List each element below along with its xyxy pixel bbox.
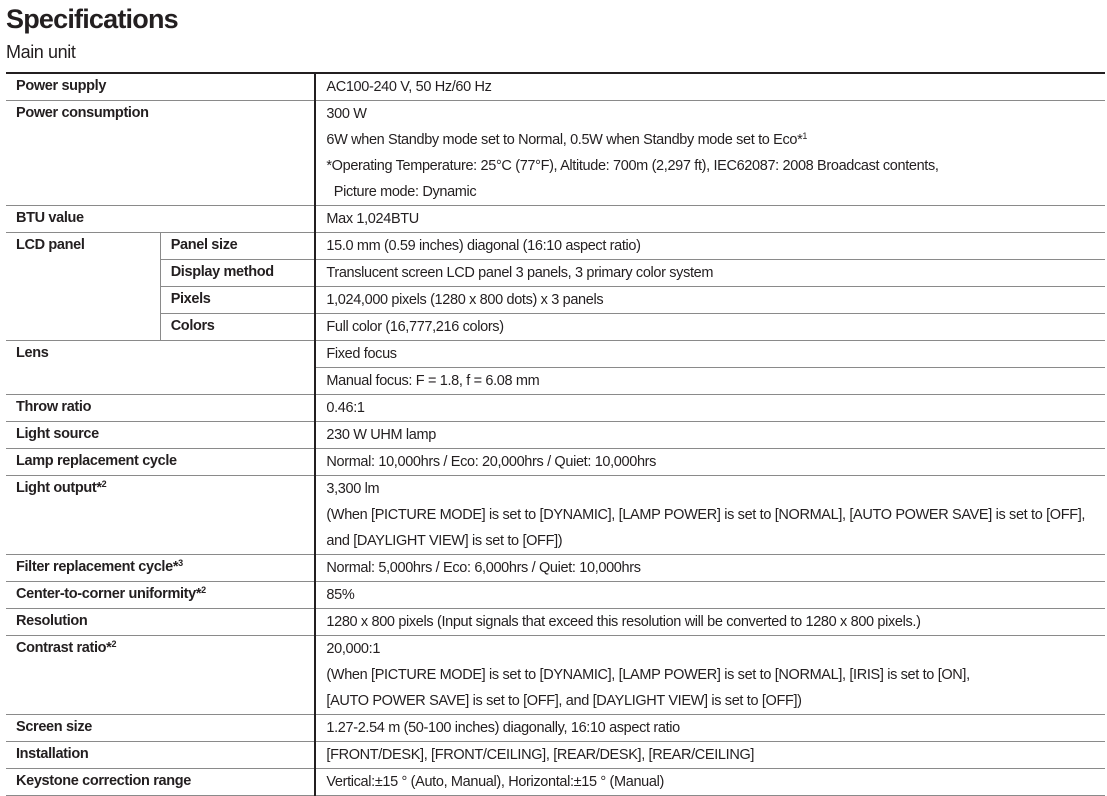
table-row [6,101,1105,206]
spec-value-line: 230 W UHM lamp [326,427,436,443]
table-row [6,769,1105,796]
spec-value [315,636,1105,715]
spec-sublabel: Panel size [160,233,315,260]
spec-label: Center-to-corner uniformity*$^2$ [6,582,315,609]
spec-value [315,422,1105,449]
spec-value [315,476,1105,555]
spec-value-line: *Operating Temperature: 25°C (77°F), Altitude: 700m (2,297 ft), IEC62087: 2008 Broadcast contents, [326,158,939,174]
spec-value [315,314,1105,341]
table-row [6,233,1105,260]
table-row [6,206,1105,233]
spec-label: Power supply [6,73,315,101]
spec-value-line: 15.0 mm (0.59 inches) diagonal (16:10 aspect ratio) [326,238,641,254]
spec-label: Keystone correction range [6,769,315,796]
spec-label: Contrast ratio*$^2$ [6,636,315,715]
section-subtitle: Main unit [6,42,76,62]
table-row [6,715,1105,742]
spec-label: Filter replacement cycle*$^3$ [6,555,315,582]
spec-label: Screen size [6,715,315,742]
table-row [6,73,1105,101]
spec-label: Light output*$^2$ [6,476,315,555]
spec-value-line: 1280 x 800 pixels (Input signals that exceed this resolution will be converted to 1280 x 800 pixels.) [326,614,921,630]
spec-value-line: 20,000:1 [326,641,381,657]
spec-sublabel: Display method [160,260,315,287]
spec-value [315,395,1105,422]
spec-value [315,73,1105,101]
spec-label: Installation [6,742,315,769]
spec-value-line: Max 1,024BTU [326,211,419,227]
specifications-table [6,72,1105,796]
spec-value-line: Full color (16,777,216 colors) [326,319,504,335]
spec-value-line: [AUTO POWER SAVE] is set to [OFF], and [DAYLIGHT VIEW] is set to [OFF]) [326,693,802,709]
spec-value-line: (When [PICTURE MODE] is set to [DYNAMIC], [LAMP POWER] is set to [NORMAL], [IRIS] is set to [ON], [326,667,970,683]
spec-label: Light source [6,422,315,449]
table-row [6,314,1105,341]
spec-value [315,260,1105,287]
spec-label: Power consumption [6,101,315,206]
table-row [6,341,1105,395]
spec-label: Throw ratio [6,395,315,422]
spec-value-line: 1.27-2.54 m (50-100 inches) diagonally, 16:10 aspect ratio [326,720,680,736]
table-row [6,476,1105,555]
table-row [6,449,1105,476]
table-row [6,287,1105,314]
spec-value-line: 1,024,000 pixels (1280 x 800 dots) x 3 panels [326,292,604,308]
spec-value [315,742,1105,769]
spec-value-line: Translucent screen LCD panel 3 panels, 3 primary color system [326,265,714,281]
footnote-marker: 3 [178,558,183,568]
spec-value-line: Vertical:±15 ° (Auto, Manual), Horizontal:±15 ° (Manual) [326,774,664,790]
spec-value-line: 300 W [326,106,367,122]
spec-value [315,609,1105,636]
spec-label: Lens [6,341,315,395]
spec-value [315,769,1105,796]
spec-label: Lamp replacement cycle [6,449,315,476]
spec-value [315,582,1105,609]
spec-value-line: Normal: 5,000hrs / Eco: 6,000hrs / Quiet: 10,000hrs [326,560,641,576]
spec-label: BTU value [6,206,315,233]
spec-value-line: AC100-240 V, 50 Hz/60 Hz [326,79,492,95]
spec-value-line: Manual focus: F = 1.8, f = 6.08 mm [316,367,1105,394]
table-row [6,582,1105,609]
spec-value [315,287,1105,314]
spec-label: LCD panel [6,233,160,341]
table-row [6,422,1105,449]
page-title: Specifications [6,4,178,34]
footnote-marker: 2 [101,479,107,489]
spec-value-line: and [DAYLIGHT VIEW] is set to [OFF]) [326,533,563,549]
spec-value-line: Normal: 10,000hrs / Eco: 20,000hrs / Quiet: 10,000hrs [326,454,657,470]
footnote-marker: 1 [802,131,808,141]
spec-value [315,449,1105,476]
spec-value [315,341,1105,395]
spec-value [315,555,1105,582]
table-row [6,260,1105,287]
spec-label: Resolution [6,609,315,636]
spec-value [315,206,1105,233]
spec-value-line: 6W when Standby mode set to Normal, 0.5W when Standby mode set to Eco*$^1$ [326,131,808,148]
table-row [6,609,1105,636]
footnote-marker: 2 [201,585,206,595]
table-row [6,555,1105,582]
spec-value-line: Picture mode: Dynamic [326,184,477,200]
spec-value-line: 85% [326,587,355,603]
spec-value [315,715,1105,742]
spec-value [315,233,1105,260]
spec-value-line: 3,300 lm [326,481,380,497]
spec-value-line: 0.46:1 [326,400,365,416]
table-row [6,742,1105,769]
spec-value-line: (When [PICTURE MODE] is set to [DYNAMIC], [LAMP POWER] is set to [NORMAL], [AUTO POWER SAVE] is set to [OFF], [326,507,1086,523]
spec-value [315,101,1105,206]
spec-value-line: [FRONT/DESK], [FRONT/CEILING], [REAR/DESK], [REAR/CEILING] [326,747,755,763]
spec-value-line: Fixed focus [326,346,397,362]
spec-sublabel: Pixels [160,287,315,314]
footnote-marker: 2 [111,639,117,649]
spec-sublabel: Colors [160,314,315,341]
table-row [6,636,1105,715]
table-row [6,395,1105,422]
